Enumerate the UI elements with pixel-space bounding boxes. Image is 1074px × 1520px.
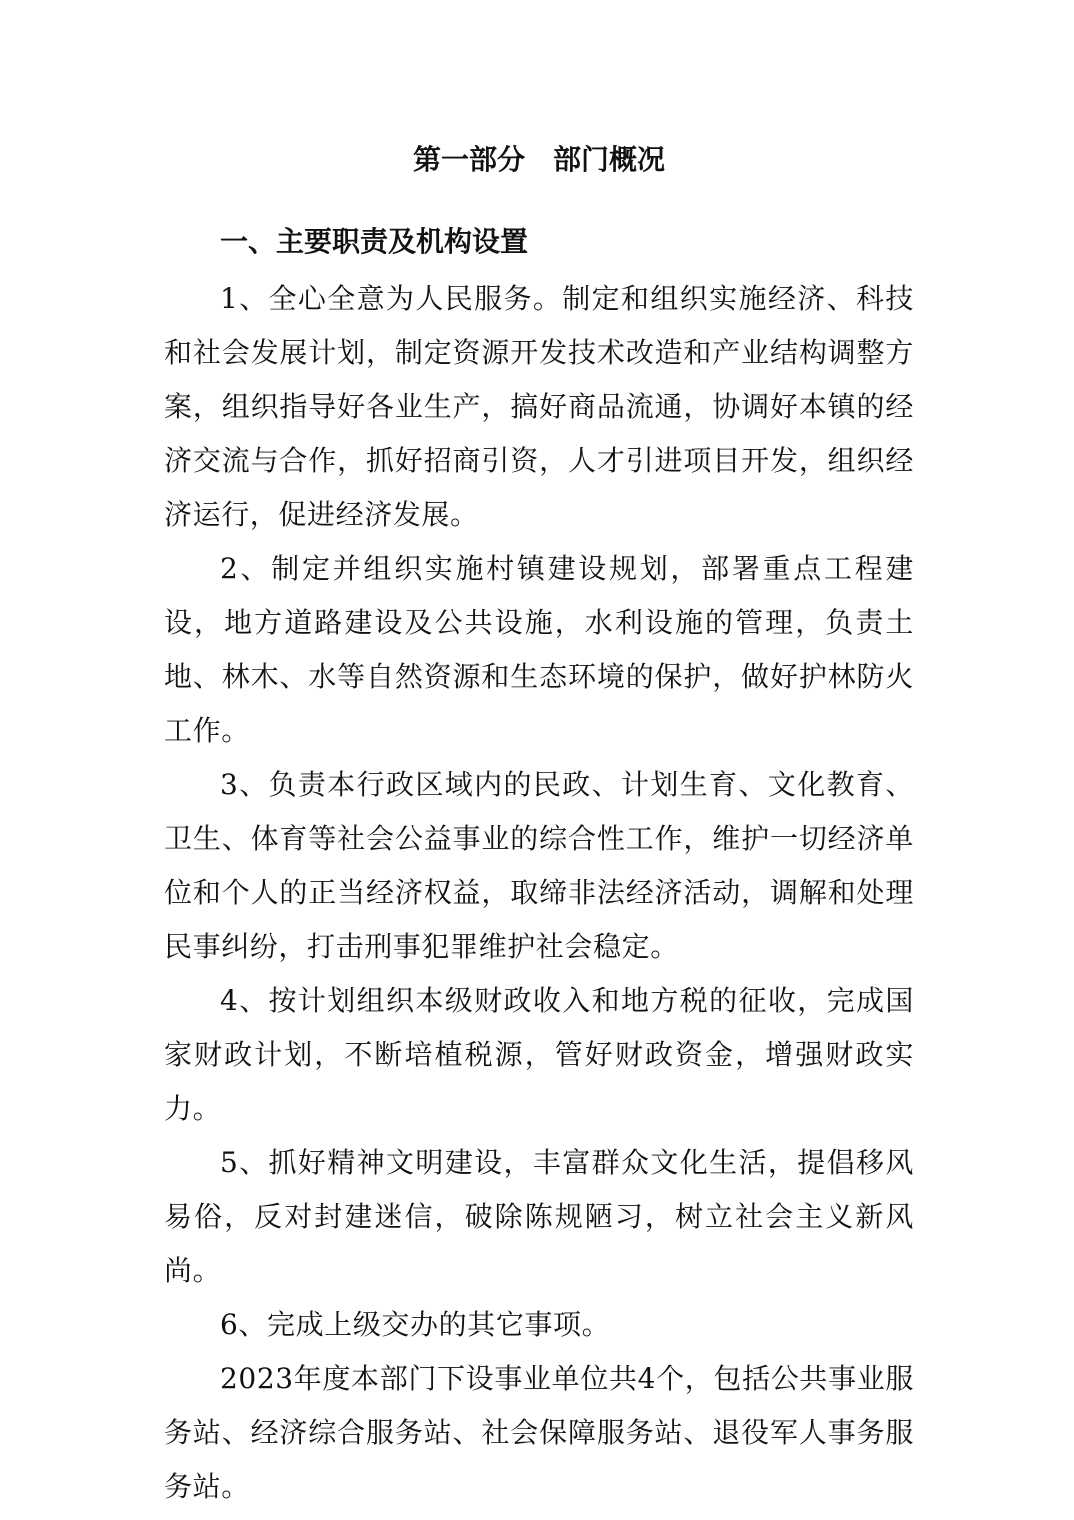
paragraph-duty-6: 6、完成上级交办的其它事项。 bbox=[220, 1308, 611, 1341]
paragraph-duty-3: 3、负责本行政区域内的民政、计划生育、文化教育、卫生、体育等社会公益事业的综合性工作，维护一切经济单位和个人的正当经济权益，取缔非法经济活动，调解和处理民事纠纷，打击刑事犯罪维护社会稳定。 bbox=[164, 768, 914, 963]
document-body bbox=[164, 272, 914, 1514]
paragraph-duty-2: 2、制定并组织实施村镇建设规划，部署重点工程建设，地方道路建设及公共设施，水利设施的管理，负责土地、林木、水等自然资源和生态环境的保护，做好护林防火工作。 bbox=[164, 552, 914, 747]
page-title: 第一部分 部门概况 bbox=[412, 143, 665, 176]
paragraph-units: 2023年度本部门下设事业单位共4个，包括公共事业服务站、经济综合服务站、社会保障服务站、退役军人事务服务站。 bbox=[164, 1362, 914, 1503]
paragraph-duty-1: 1、全心全意为人民服务。制定和组织实施经济、科技和社会发展计划，制定资源开发技术改造和产业结构调整方案，组织指导好各业生产，搞好商品流通，协调好本镇的经济交流与合作，抓好招商引资，人才引进项目开发，组织经济运行，促进经济发展。 bbox=[164, 282, 914, 531]
paragraph-duty-4: 4、按计划组织本级财政收入和地方税的征收，完成国家财政计划，不断培植税源，管好财政资金，增强财政实力。 bbox=[164, 984, 914, 1125]
section-heading: 一、主要职责及机构设置 bbox=[220, 225, 529, 258]
paragraph-duty-5: 5、抓好精神文明建设，丰富群众文化生活，提倡移风易俗，反对封建迷信，破除陈规陋习，树立社会主义新风尚。 bbox=[164, 1146, 914, 1287]
